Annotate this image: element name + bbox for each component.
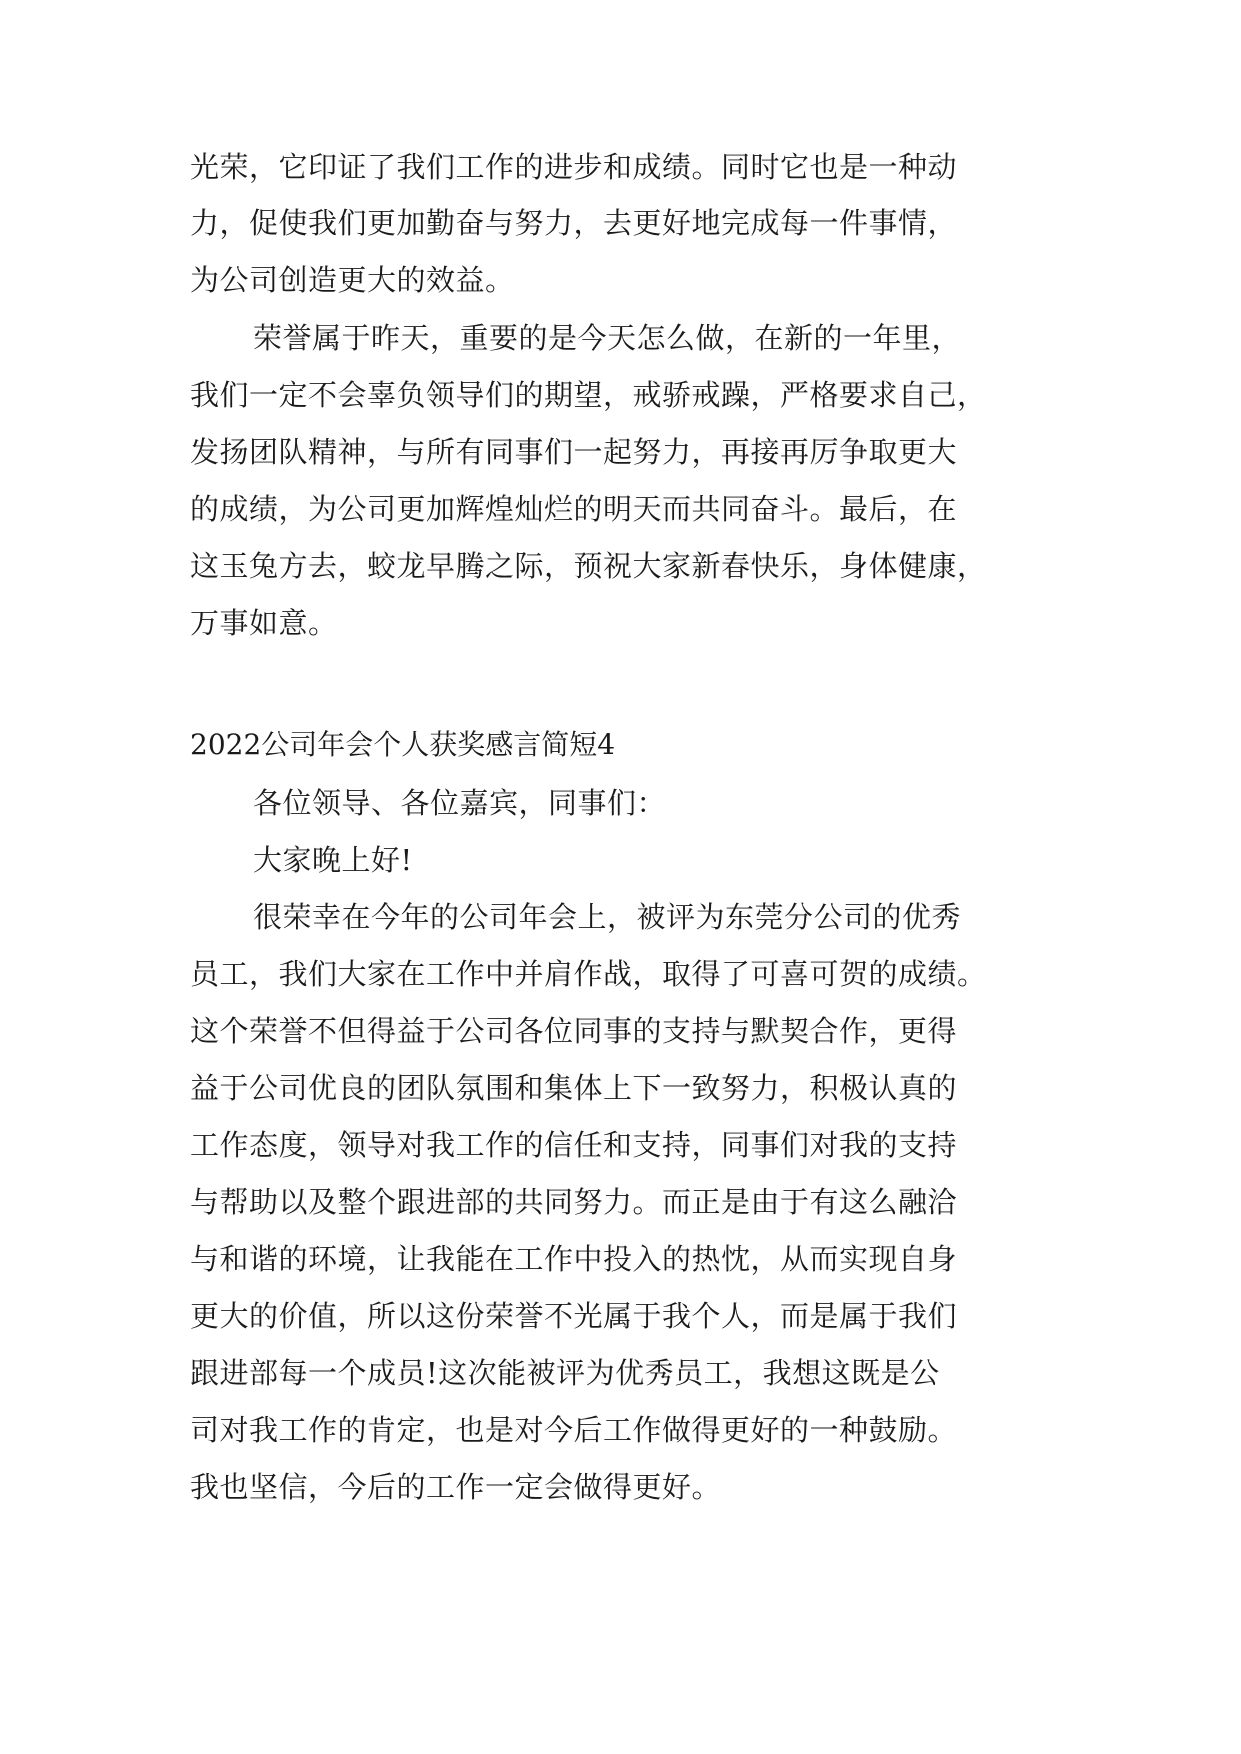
text-line: 我们一定不会辜负领导们的期望，戒骄戒躁，严格要求自己， xyxy=(190,378,987,412)
text-line: 工作态度，领导对我工作的信任和支持，同事们对我的支持 xyxy=(190,1128,958,1162)
text-line: 司对我工作的肯定，也是对今后工作做得更好的一种鼓励。 xyxy=(190,1413,958,1447)
text-line: 更大的价值，所以这份荣誉不光属于我个人，而是属于我们 xyxy=(190,1299,958,1333)
text-line: 这玉兔方去，蛟龙早腾之际，预祝大家新春快乐，身体健康， xyxy=(190,549,987,583)
text-line: 为公司创造更大的效益。 xyxy=(190,263,515,297)
text-line: 万事如意。 xyxy=(190,606,338,640)
section-heading: 2022公司年会个人获奖感言简短4 xyxy=(190,728,616,761)
text-line: 跟进部每一个成员!这次能被评为优秀员工，我想这既是公 xyxy=(190,1356,940,1390)
text-line: 与和谐的环境，让我能在工作中投入的热忱，从而实现自身 xyxy=(190,1242,958,1276)
greeting: 大家晚上好! xyxy=(253,843,413,877)
text-line: 发扬团队精神，与所有同事们一起努力，再接再厉争取更大 xyxy=(190,435,958,469)
text-line: 光荣，它印证了我们工作的进步和成绩。同时它也是一种动 xyxy=(190,150,958,184)
text-line: 这个荣誉不但得益于公司各位同事的支持与默契合作，更得 xyxy=(190,1014,958,1048)
text-line: 很荣幸在今年的公司年会上，被评为东莞分公司的优秀 xyxy=(253,900,962,934)
text-line: 益于公司优良的团队氛围和集体上下一致努力，积极认真的 xyxy=(190,1071,958,1105)
text-line: 的成绩，为公司更加辉煌灿烂的明天而共同奋斗。最后，在 xyxy=(190,492,958,526)
text-line: 与帮助以及整个跟进部的共同努力。而正是由于有这么融洽 xyxy=(190,1185,958,1219)
text-line: 我也坚信，今后的工作一定会做得更好。 xyxy=(190,1470,722,1504)
text-line: 荣誉属于昨天，重要的是今天怎么做，在新的一年里， xyxy=(253,321,962,355)
text-line: 员工，我们大家在工作中并肩作战，取得了可喜可贺的成绩。 xyxy=(190,957,987,991)
salutation: 各位领导、各位嘉宾，同事们： xyxy=(253,786,667,820)
text-line: 力，促使我们更加勤奋与努力，去更好地完成每一件事情， xyxy=(190,206,958,240)
